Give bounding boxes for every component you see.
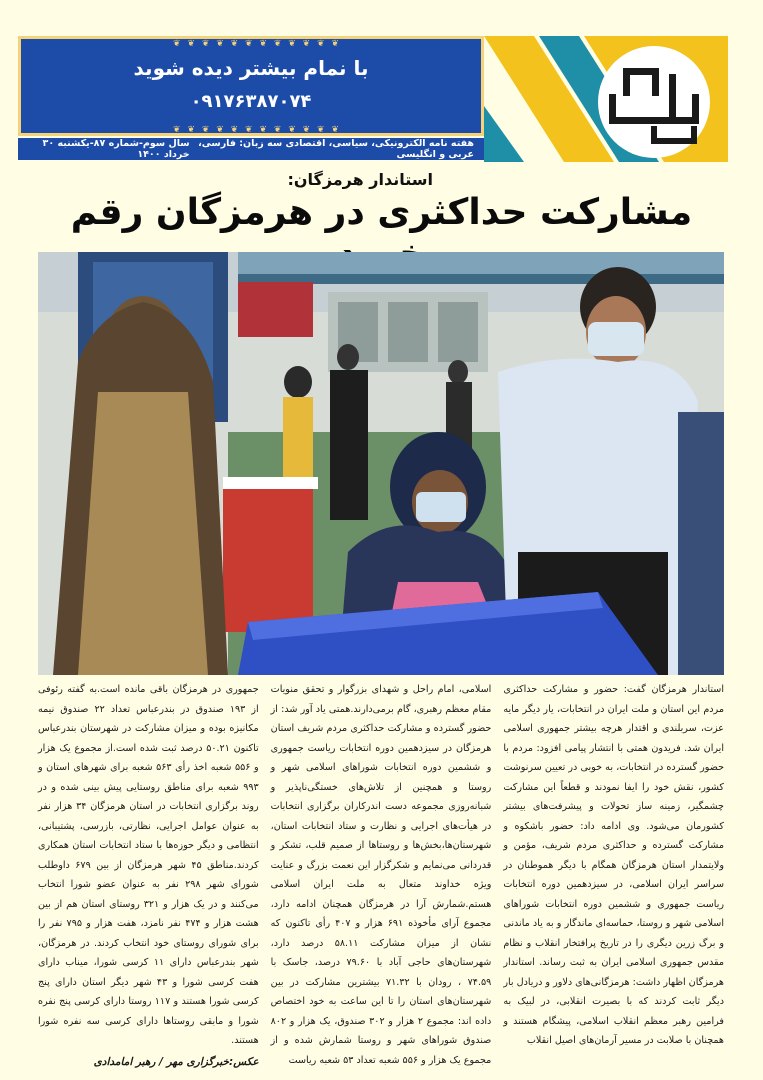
masthead <box>18 36 728 162</box>
photo-credit: عکس:خبرگزاری مهر / رهبر امامدادی <box>93 1055 259 1068</box>
article-photo <box>38 252 724 675</box>
article-headline: مشارکت حداکثری در هرمزگان رقم <box>70 192 693 233</box>
ad-phone-number: ۰۹۱۷۶۳۸۷۰۷۴ <box>190 91 312 112</box>
article-column-3-text: جمهوری در هرمزگان باقی مانده است.به گفته رئوفی از ۱۹۳ صندوق در بندرعباس تعداد ۲۲ صندوق نیمه مکانیزه بوده و میزان مشارکت در شهرستان بندرعباس تاکنون ۵۰.۲۱ درصد ثبت شده است.از مجموع یک هزار و ۵۵۶ شعبه اخذ رأی ۵۶۳ شعبه برای شهرهای استان و ۹۹۳ شعبه برای مناطق روستایی پیش بینی شده و در روند برگزاری انتخابات در استان هرمزگان ۳۴ هزار نفر به عنوان عوامل اجرایی، نظارتی، بازرسی، پشتیبانی، انتظامی و دیگر حوزه‌ها با ستاد انتخابات استان همکاری کردند.مناطق ۴۵ شهر هرمزگان از بین ۶۷۹ داوطلب شورای شهر ۲۹۸ نفر به عنوان عضو شورا انتخاب می‌کنند و در یک هزار و ۳۲۱ روستای استان هم از بین هشت هزار و ۴۷۴ نفر نامزد، هفت هزار و ۷۹۵ نفر را برای شورای روستای خود انتخاب کردند. در هرمزگان، شهر بندرعباس دارای ۱۱ کرسی شورا، میناب دارای هفت کرسی شورا و ۴۳ شهر دیگر استان دارای پنج کرسی شورا هستند و ۱۱۷ روستا دارای کرسی پنج نفره شورا و مابقی روستاها دارای کرسی سه نفره شورا هستند. <box>37 684 259 1046</box>
publication-info-bar <box>18 138 484 160</box>
article-column-3 <box>37 680 259 1068</box>
photo-illustration <box>38 252 724 675</box>
article-body <box>37 680 724 1068</box>
issue-info: سال سوم-شماره ۸۷-یکشنبه ۳۰ خرداد ۱۴۰۰ <box>42 138 190 160</box>
article-kicker: استاندار هرمزگان: <box>287 170 433 189</box>
ornament-bottom: ❦ ❦ ❦ ❦ ❦ ❦ ❦ ❦ ❦ ❦ ❦ ❦ <box>173 125 341 135</box>
logo-area <box>484 36 728 162</box>
logo-mark <box>609 64 701 146</box>
ornament-top: ❦ ❦ ❦ ❦ ❦ ❦ ❦ ❦ ❦ ❦ ❦ ❦ <box>173 39 341 49</box>
article-column-1-text: استاندار هرمزگان گفت: حضور و مشارکت حداکثری مردم این استان و ملت ایران در انتخابات، یار دیگر مایه عزت، سربلندی و اقتدار هرچه بیشتر جمهوری اسلامی ایران شد. فریدون همتی با انتشار پیامی افزود: مردم با حضور گسترده در انتخابات، به خوبی در تعیین سرنوشت کشور، نقش خود را ایفا نمودند و قطعاً این مشارکت چشمگیر، زمینه ساز تحولات و پیشرفت‌های بیشتر کشورمان می‌شود. وی ادامه داد: حضور باشکوه و مشارکت گسترده و حداکثری مردم شریف، مؤمن و ولایتمدار استان هرمزگان همگام با دیگر هموطنان در سراسر ایران اسلامی، در سیزدهمین دوره انتخابات ریاست جمهوری و ششمین دوره انتخابات شوراهای اسلامی شهر و روستا، حماسه‌ای ماندگار و به یاد ماندنی و برگ زرین دیگری را در تاریخ پرافتخار انقلاب و نظام مقدس جمهوری اسلامی ایران به ثبت رساند. استاندار هرمزگان اظهار داشت: هرمزگانی‌های دلاور و دریادل بار دیگر ثابت کردند که با بصیرت انقلابی، در لبیک به فرامین رهبر معظم انقلاب اسلامی، پیشگام هستند و همچنان با صلابت در مسیر آرمان‌های اصیل انقلاب <box>503 684 724 1046</box>
article-column-2-text: اسلامی، امام راحل و شهدای بزرگوار و تحقق منویات مقام معظم رهبری، گام برمی‌دارند.همتی یاد آور شد: از حضور گسترده و مشارکت حداکثری مردم شریف استان هرمزگان در سیزدهمین دوره انتخابات ریاست جمهوری و ششمین دوره انتخابات شوراهای اسلامی شهر و روستا و همچنین از تلاش‌های خستگی‌ناپذیر و شبانه‌روزی مجموعه دست اندرکاران برگزاری انتخابات در هیأت‌های اجرایی و نظارت و ستاد انتخابات استان، شهرستان‌ها،بخش‌ها و روستاها از صمیم قلب، تشکر و قدردانی می‌نمایم و شکرگزار این نعمت بزرگ و عنایت ویژه خداوند متعال به ملت ایران اسلامی هستم.شمارش آرا در هرمزگان همچنان ادامه دارد، مجموع آرای مأخوذه ۶۹۱ هزار و ۴۰۷ رأی تاکنون که نشان از میزان مشارکت ۵۸.۱۱ درصد دارد، شهرستان‌های حاجی آباد با ۷۹.۶۰ درصد، جاسک با ۷۴.۵۹ ، رودان با ۷۱.۳۲ بیشترین مشارکت در بین شهرستان‌های استان را تا این ساعت به خود اختصاص داده اند: مجموع ۲ هزار و ۳۰۲ صندوق، یک هزار و ۸۰۲ صندوق شوراهای شهر و روستا شمارش شده و از مجموع یک هزار و ۵۵۶ شعبه تعداد ۵۳ شعبه ریاست <box>270 684 492 1066</box>
article-column-2 <box>270 680 492 1066</box>
advertisement-banner[interactable] <box>18 36 484 136</box>
article-column-1 <box>503 680 724 1050</box>
publication-description: هفته نامه الکترونیکی، سیاسی، اقتصادی سه زبان: فارسی، عربی و انگلیسی <box>198 138 474 160</box>
ad-headline: با نمام بیشتر دیده شوید <box>133 56 369 80</box>
